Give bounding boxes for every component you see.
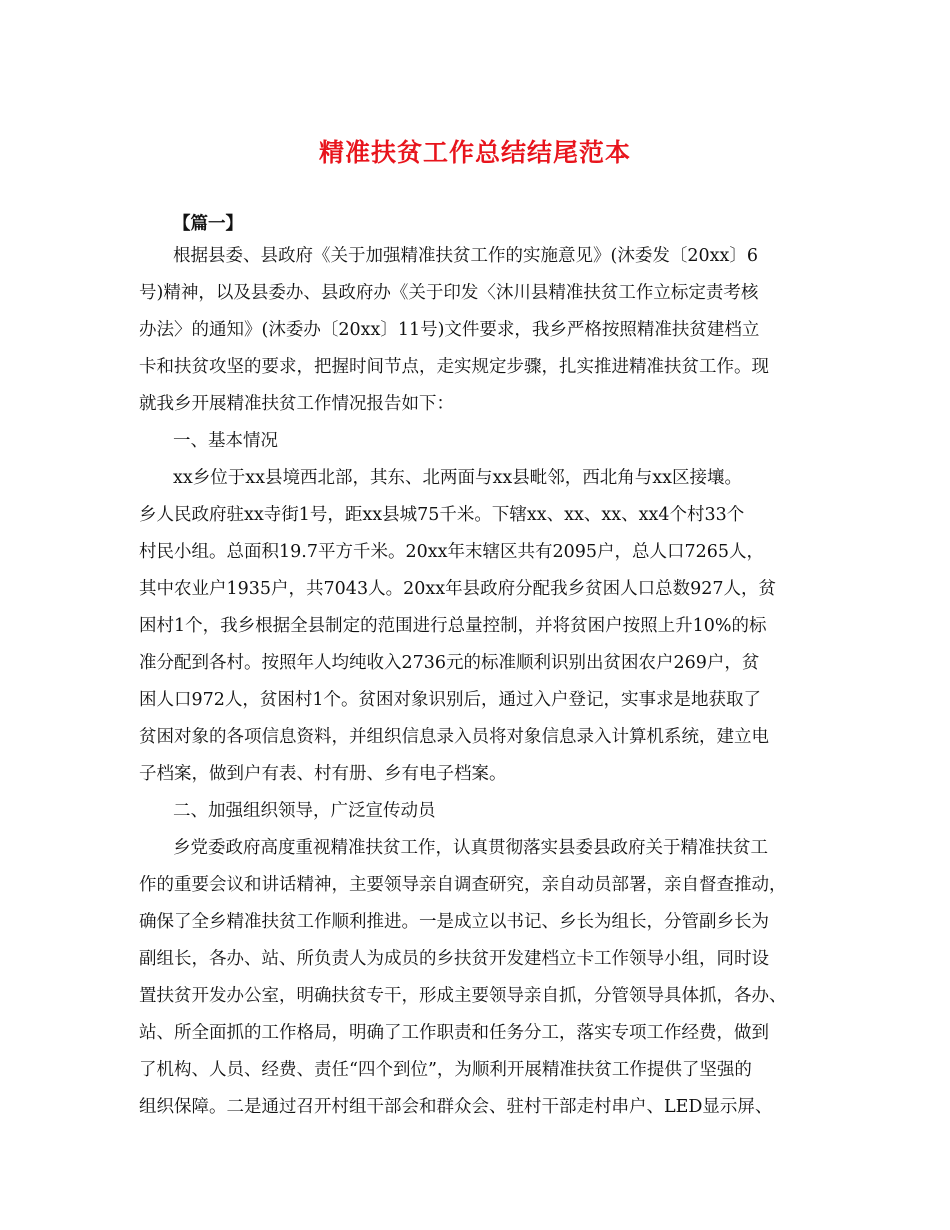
body-line: 站、所全面抓的工作格局，明确了工作职责和任务分工，落实专项工作经费，做到: [139, 1023, 769, 1043]
section-heading: 一、基本情况: [173, 431, 278, 451]
document-title: 精准扶贫工作总结结尾范本: [318, 138, 631, 167]
body-line: 子档案，做到户有表、村有册、乡有电子档案。: [139, 764, 507, 784]
body-line: 乡人民政府驻xx寺街1号，距xx县城75千米。下辖xx、xx、xx、xx4个村33个: [139, 505, 745, 525]
section-label: 【篇一】: [173, 214, 243, 234]
body-line: 贫困对象的各项信息资料，并组织信息录入员将对象信息录入计算机系统，建立电: [139, 727, 769, 747]
body-line: 就我乡开展精准扶贫工作情况报告如下：: [139, 394, 454, 414]
section-heading: 二、加强组织领导，广泛宣传动员: [173, 801, 436, 821]
body-line: 卡和扶贫攻坚的要求，把握时间节点，走实规定步骤，扎实推进精准扶贫工作。现: [139, 357, 769, 377]
body-line: 组织保障。二是通过召开村组干部会和群众会、驻村干部走村串户、LED显示屏、: [139, 1097, 773, 1117]
body-line: 村民小组。总面积19.7平方千米。20xx年末辖区共有2095户，总人口7265人，: [139, 542, 765, 562]
body-line: 根据县委、县政府《关于加强精准扶贫工作的实施意见》(沐委发〔20xx〕6: [173, 246, 758, 266]
body-line: 副组长，各办、站、所负责人为成员的乡扶贫开发建档立卡工作领导小组，同时设: [139, 949, 769, 969]
body-line: 了机构、人员、经费、责任“四个到位”，为顺利开展精准扶贫工作提供了坚强的: [139, 1060, 752, 1080]
body-line: 作的重要会议和讲话精神，主要领导亲自调查研究，亲自动员部署，亲自督查推动，: [139, 875, 787, 895]
body-line: 困人口972人，贫困村1个。贫困对象识别后，通过入户登记，实事求是地获取了: [139, 690, 762, 710]
body-line: 置扶贫开发办公室，明确扶贫专干，形成主要领导亲自抓，分管领导具体抓，各办、: [139, 986, 787, 1006]
body-line: 号)精神，以及县委办、县政府办《关于印发〈沐川县精准扶贫工作立标定责考核: [139, 283, 759, 303]
body-line: 确保了全乡精准扶贫工作顺利推进。一是成立以书记、乡长为组长，分管副乡长为: [139, 912, 769, 932]
body-line: 其中农业户1935户，共7043人。20xx年县政府分配我乡贫困人口总数927人，贫: [139, 579, 776, 599]
body-line: 办法〉的通知》(沐委办〔20xx〕11号)文件要求，我乡严格按照精准扶贫建档立: [139, 320, 760, 340]
body-line: 乡党委政府高度重视精准扶贫工作，认真贯彻落实县委县政府关于精准扶贫工: [173, 838, 768, 858]
body-line: 准分配到各村。按照年人均纯收入2736元的标准顺利识别出贫困农户269户，贫: [139, 653, 760, 673]
body-line: 困村1个，我乡根据全县制定的范围进行总量控制，并将贫困户按照上升10%的标: [139, 616, 767, 636]
body-line: xx乡位于xx县境西北部，其东、北两面与xx县毗邻，西北角与xx区接壤。: [173, 468, 742, 488]
